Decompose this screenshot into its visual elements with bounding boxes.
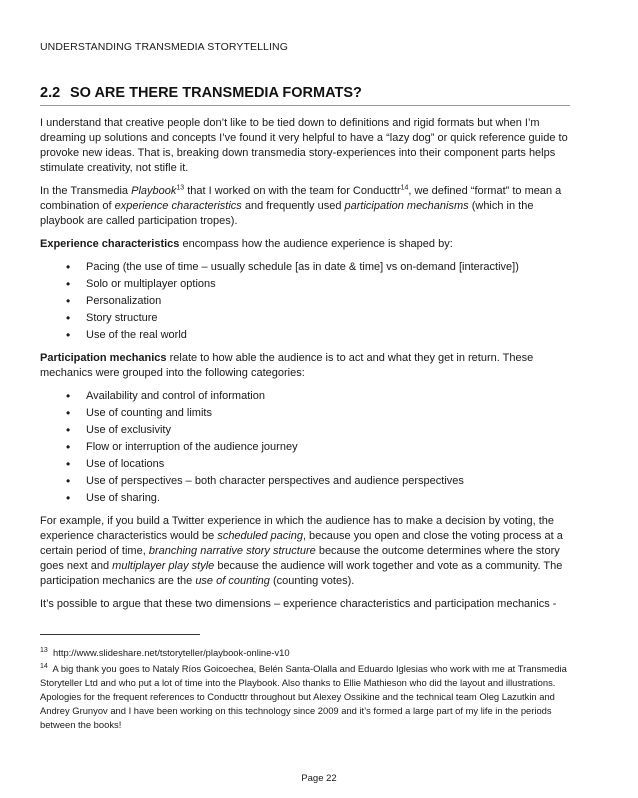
experience-characteristics-list [40,260,572,343]
list-item: • Use of locations [86,457,572,472]
running-head: UNDERSTANDING TRANSMEDIA STORYTELLING [40,41,288,53]
list-item: • Personalization [86,294,572,309]
participation-mechanics-list [40,389,572,506]
list-item: • Use of the real world [86,328,572,343]
list-item: • Pacing (the use of time – usually schedule [as in date & time] vs on-demand [interactive]) [86,260,572,275]
list-item: • Story structure [86,311,572,326]
paragraph-intro: I understand that creative people don’t like to be tied down to definitions and rigid formats but when I’m dreaming up solutions and concepts I’ve found it very helpful to have a “lazy dog” or quick reference guide to provoke new ideas. That is, breaking down transmedia story-experiences into their component parts helps stimulate creativity, not stifle it. [40,117,568,174]
section-heading [40,86,570,106]
list-item: • Availability and control of information [86,389,572,404]
footnotes [40,646,572,734]
footnote-13: $^{13}$ http://www.slideshare.net/tstoryteller/playbook-online-v10 [40,646,290,658]
footnote-14: $^{14}$ A big thank you goes to Nataly Ríos Goicoechea, Belén Santa-Olalla and Eduardo Iglesias who work with me at Transmedia Storyteller Ltd and who put a lot of time into the Playbook. Also thanks to Ellie Mathieson who did the layout and illustrations. Apologies for the frequent references to Conducttr throughout but Alexey Ossikine and the technical team Oleg Lazutkin and Andrey Grunyov and I have been working on this technology since 2009 and it’s formed a large part of my life in the periods between the books! [40,662,567,730]
list-item: • Solo or multiplayer options [86,277,572,292]
page-number: Page 22 [301,773,337,784]
playbook-title: Playbook [131,185,177,197]
section-title: SO ARE THERE TRANSMEDIA FORMATS? [70,85,362,101]
list-item: • Use of counting and limits [86,406,572,421]
paragraph-continuation: It’s possible to argue that these two dimensions – experience characteristics and participation mechanics - [40,598,557,610]
paragraph-participation-mechanics: Participation mechanics relate to how able the audience is to act and what they get in return. These mechanics were grouped into the following categories: [40,352,534,379]
footnote-ref-13: 13 [176,184,185,192]
body-content [40,116,572,620]
footnote-link[interactable]: http://www.slideshare.net/tstoryteller/playbook-online-v10 [53,647,290,658]
section-number: 2.2 [40,85,61,101]
paragraph-example: For example, if you build a Twitter experience in which the audience has to make a decision by voting, the experience characteristics would be scheduled pacing, because you open and close the voting process at a certain period of time, branching narrative story structure because the outcome determines where the story goes next and multiplayer play style because the audience will work together and vote as a community. The participation mechanics are the use of counting (counting votes). [40,515,563,587]
footnote-ref-14: 14 [400,184,409,192]
list-item: • Use of exclusivity [86,423,572,438]
paragraph-experience-characteristics: Experience characteristics encompass how the audience experience is shaped by: [40,238,453,250]
footnote-divider [40,634,200,635]
list-item: • Flow or interruption of the audience journey [86,440,572,455]
list-item: • Use of perspectives – both character perspectives and audience perspectives [86,474,572,489]
list-item: • Use of sharing. [86,491,572,506]
paragraph-playbook: In the Transmedia Playbook$^{13}$ that I worked on with the team for Conducttr$^{14}$, we defined “format” to mean a combination of experience characteristics and frequently used participation mechanisms (which in the playbook are called participation tropes). [40,184,562,227]
